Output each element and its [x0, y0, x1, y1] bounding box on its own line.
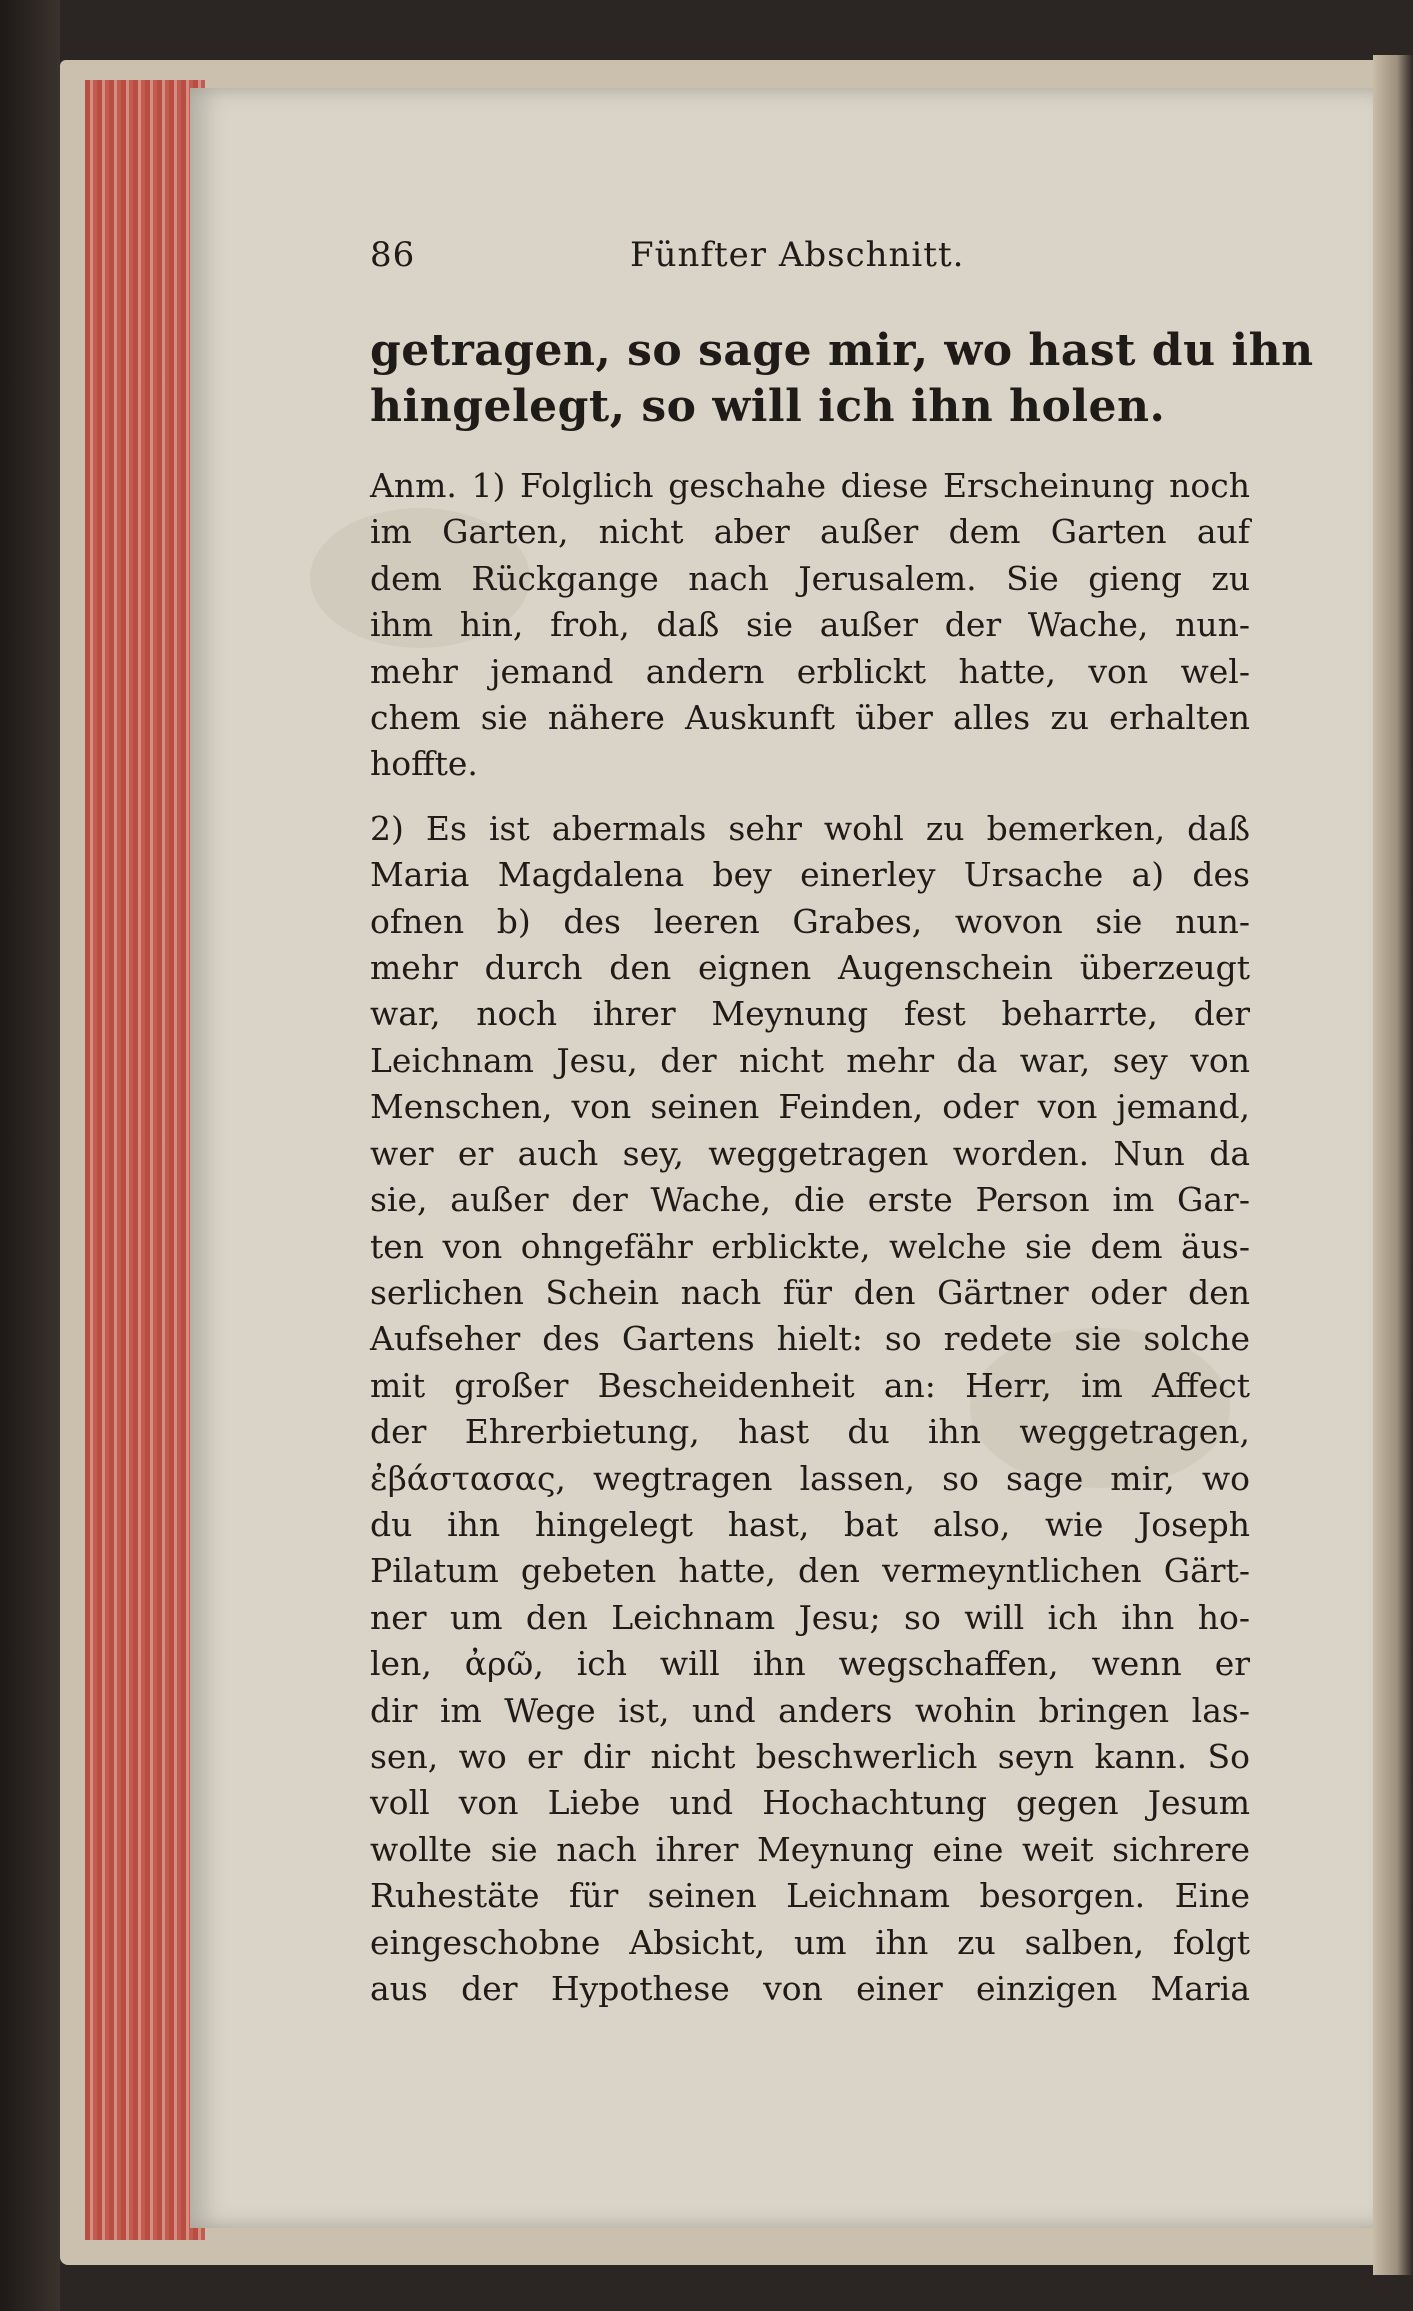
book-spine-shadow [0, 0, 60, 2311]
text-line: 2) Es ist abermals sehr wohl zu bemerken, daß [370, 808, 1250, 848]
text-line: dir im Wege ist, und anders wohin bringen las- [370, 1690, 1250, 1730]
text-line: im Garten, nicht aber außer dem Garten auf [370, 512, 1250, 552]
text-line: voll von Liebe und Hochachtung gegen Jesum [370, 1783, 1250, 1823]
text-line: sen, wo er dir nicht beschwerlich seyn kann. So [370, 1736, 1250, 1776]
text-line: Maria Magdalena bey einerley Ursache a) des [370, 855, 1250, 895]
annotation-2 [370, 806, 1250, 2013]
text-line: war, noch ihrer Meynung fest beharrte, der [370, 994, 1250, 1034]
main-text [370, 323, 1314, 435]
page-number: 86 [370, 235, 416, 275]
text-line: Aufseher des Gartens hielt: so redete sie solche [370, 1319, 1250, 1359]
text-line: mehr jemand andern erblickt hatte, von wel- [370, 651, 1250, 691]
running-title: Fünfter Abschnitt. [630, 235, 965, 275]
text-line: ihm hin, froh, daß sie außer der Wache, nun- [370, 605, 1250, 645]
text-line: hoffte. [370, 744, 478, 784]
text-line: eingeschobne Absicht, um ihn zu salben, folgt [370, 1922, 1250, 1962]
text-line: Leichnam Jesu, der nicht mehr da war, sey von [370, 1040, 1250, 1080]
text-line: getragen, so sage mir, wo hast du ihn [370, 325, 1314, 376]
text-line: aus der Hypothese von einer einzigen Maria [370, 1969, 1250, 2008]
text-line: Pilatum gebeten hatte, den vermeyntlichen Gärt- [370, 1551, 1250, 1591]
text-line: Anm. 1) Folglich geschahe diese Erscheinung noch [370, 466, 1250, 505]
text-line: ten von ohngefähr erblickte, welche sie dem äus- [370, 1226, 1250, 1266]
text-line: mit großer Bescheidenheit an: Herr, im Affect [370, 1365, 1250, 1405]
text-line: len, ἀρῶ, ich will ihn wegschaffen, wenn er [370, 1644, 1250, 1684]
text-line: wer er auch sey, weggetragen worden. Nun da [370, 1133, 1250, 1173]
text-line: ner um den Leichnam Jesu; so will ich ihn ho- [370, 1597, 1250, 1637]
red-page-edges [85, 80, 205, 2240]
text-line: hingelegt, so will ich ihn holen. [370, 381, 1166, 432]
text-line: dem Rückgange nach Jerusalem. Sie gieng zu [370, 558, 1250, 598]
text-line: ofnen b) des leeren Grabes, wovon sie nun- [370, 901, 1250, 941]
page-text [370, 235, 1314, 2012]
text-line: ἐβάστασας, wegtragen lassen, so sage mir, wo [370, 1458, 1250, 1498]
page-right-edge [1373, 55, 1413, 2275]
text-line: wollte sie nach ihrer Meynung eine weit sichrere [370, 1829, 1250, 1869]
text-line: sie, außer der Wache, die erste Person im Gar- [370, 1180, 1250, 1220]
page-header [370, 235, 1250, 295]
annotation-1 [370, 463, 1250, 788]
text-line: Ruhestäte für seinen Leichnam besorgen. Eine [370, 1876, 1250, 1916]
text-line: du ihn hingelegt hast, bat also, wie Joseph [370, 1504, 1250, 1544]
text-line: chem sie nähere Auskunft über alles zu erhalten [370, 698, 1250, 738]
text-line: der Ehrerbietung, hast du ihn weggetragen, [370, 1412, 1250, 1452]
text-line: mehr durch den eignen Augenschein überzeugt [370, 948, 1250, 988]
text-line: serlichen Schein nach für den Gärtner oder den [370, 1272, 1250, 1312]
text-line: Menschen, von seinen Feinden, oder von jemand, [370, 1087, 1250, 1127]
